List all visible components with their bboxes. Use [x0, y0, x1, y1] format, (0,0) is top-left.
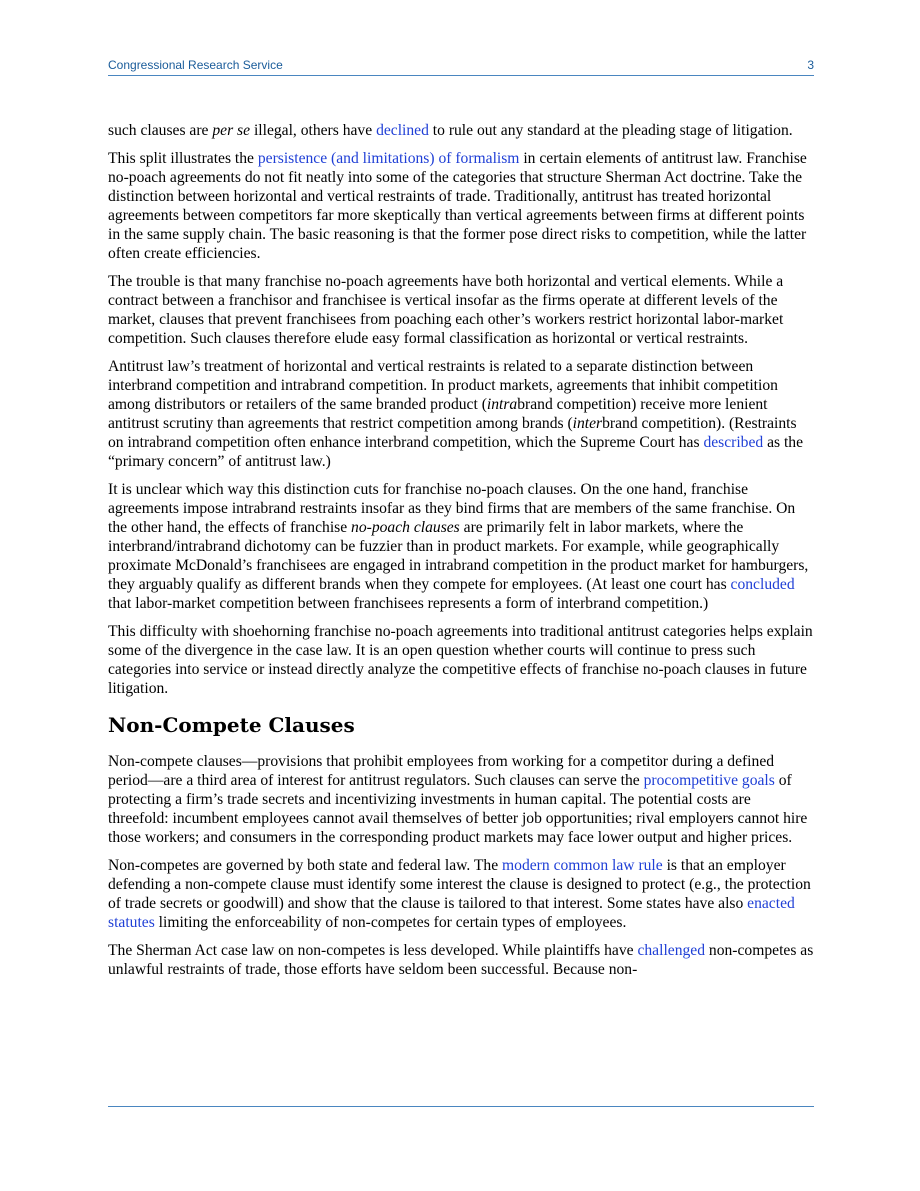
text: that labor-market competition between franchisees represents a form of interbrand competition.): [108, 595, 709, 612]
link-declined[interactable]: declined: [376, 122, 429, 139]
section-heading: Non-Compete Clauses: [108, 713, 355, 737]
paragraph-5: [108, 480, 814, 613]
link-challenged[interactable]: challenged: [637, 942, 706, 959]
italic-text: inter: [572, 415, 603, 432]
italic-text: per se: [212, 122, 251, 139]
paragraph-2: [108, 149, 814, 263]
text: to rule out any standard at the pleading stage of litigation.: [428, 122, 793, 139]
text: in certain elements of antitrust law. Franchise no-poach agreements do not fit neatly into some of the categories that structure Sherman Act doctrine. Take the distinction between horizontal and vertical restraints of trade. Traditionally, antitrust has treated horizontal agreements between competitors far more skeptically than vertical agreements between firms at different points in the same supply chain. The basic reasoning is that the former pose direct risks to competition, while the latter often create efficiencies.: [108, 150, 807, 262]
header-divider: [108, 75, 814, 76]
link-concluded[interactable]: concluded: [730, 576, 795, 593]
text: Antitrust law’s treatment of horizontal and vertical restraints is related to a separate distinction between interbrand competition and intrabrand competition. In product markets, agreements that inhibit competition among distributors or retailers of the same branded product (: [108, 358, 778, 413]
paragraph-1: [108, 121, 814, 140]
link-persistence-of-formalism[interactable]: persistence (and limitations) of formalism: [257, 150, 520, 167]
text: The trouble is that many franchise no-poach agreements have both horizontal and vertical elements. While a contract between a franchisor and franchisee is vertical insofar as the firms operate at different levels of the market, clauses that prevent franchisees from poaching each other’s workers restrict horizontal labor-market competition. Such clauses therefore elude easy formal classification as horizontal or vertical restraints.: [108, 273, 784, 347]
link-enacted-statutes[interactable]: enacted statutes: [108, 895, 795, 931]
text: are primarily felt in labor markets, where the interbrand/intrabrand dichotomy can be fuzzier than in product markets. For example, while geographically proximate McDonald’s franchisees are engaged in intrabrand competition in the product market for hamburgers, they arguably qualify as different brands when they compete for employees. (At least one court has: [108, 519, 809, 593]
text: Non-competes are governed by both state and federal law. The: [108, 857, 503, 874]
text: brand competition) receive more lenient antitrust scrutiny than agreements that restrict competition among brands (: [108, 396, 768, 432]
link-modern-common-law-rule[interactable]: modern common law rule: [502, 857, 663, 874]
text: such clauses are: [108, 122, 213, 139]
italic-text: intra: [486, 396, 518, 413]
text: as the “primary concern” of antitrust law.): [108, 434, 804, 470]
text: Non-compete clauses—provisions that prohibit employees from working for a competitor during a defined period—are a third area of interest for antitrust regulators. Such clauses can serve the: [108, 753, 775, 789]
link-described[interactable]: described: [703, 434, 764, 451]
paragraph-7: [108, 752, 814, 847]
text: This split illustrates the: [108, 150, 258, 167]
text: is that an employer defending a non-compete clause must identify some interest the clause is designed to protect (e.g., the protection of trade secrets or goodwill) and show that the clause is tailored to that interest. Some states have also: [108, 857, 811, 912]
page-number: 3: [807, 58, 814, 72]
link-procompetitive-goals[interactable]: procompetitive goals: [643, 772, 775, 789]
text: The Sherman Act case law on non-competes is less developed. While plaintiffs have: [108, 942, 638, 959]
page-header: [108, 58, 814, 76]
document-body: [108, 121, 814, 988]
paragraph-3: [108, 272, 814, 348]
text: of protecting a firm’s trade secrets and incentivizing investments in human capital. The potential costs are threefold: incumbent employees cannot avail themselves of better job opportunities; rival employers cannot hire those workers; and consumers in the corresponding product markets may face lower output and higher prices.: [108, 772, 808, 846]
text: limiting the enforceability of non-competes for certain types of employees.: [154, 914, 627, 931]
paragraph-8: [108, 856, 814, 932]
text: This difficulty with shoehorning franchise no-poach agreements into traditional antitrust categories helps explain some of the divergence in the case law. It is an open question whether courts will continue to press such categories into service or instead directly analyze the competitive effects of franchise no-poach clauses in future litigation.: [108, 623, 813, 697]
text: brand competition). (Restraints on intrabrand competition often enhance interbrand competition, which the Supreme Court has: [108, 415, 797, 451]
text: It is unclear which way this distinction cuts for franchise no-poach clauses. On the one hand, franchise agreements impose intrabrand restraints insofar as they bind firms that are members of the same franchise. On the other hand, the effects of franchise: [108, 481, 796, 536]
text: illegal, others have: [250, 122, 377, 139]
paragraph-6: [108, 622, 814, 698]
paragraph-9: [108, 941, 814, 979]
text: non-competes as unlawful restraints of trade, those efforts have seldom been successful. Because non-: [108, 942, 814, 978]
italic-text: no-poach clauses: [351, 519, 460, 536]
header-organization: Congressional Research Service: [108, 58, 283, 72]
footer-divider: [108, 1106, 814, 1107]
paragraph-4: [108, 357, 814, 471]
